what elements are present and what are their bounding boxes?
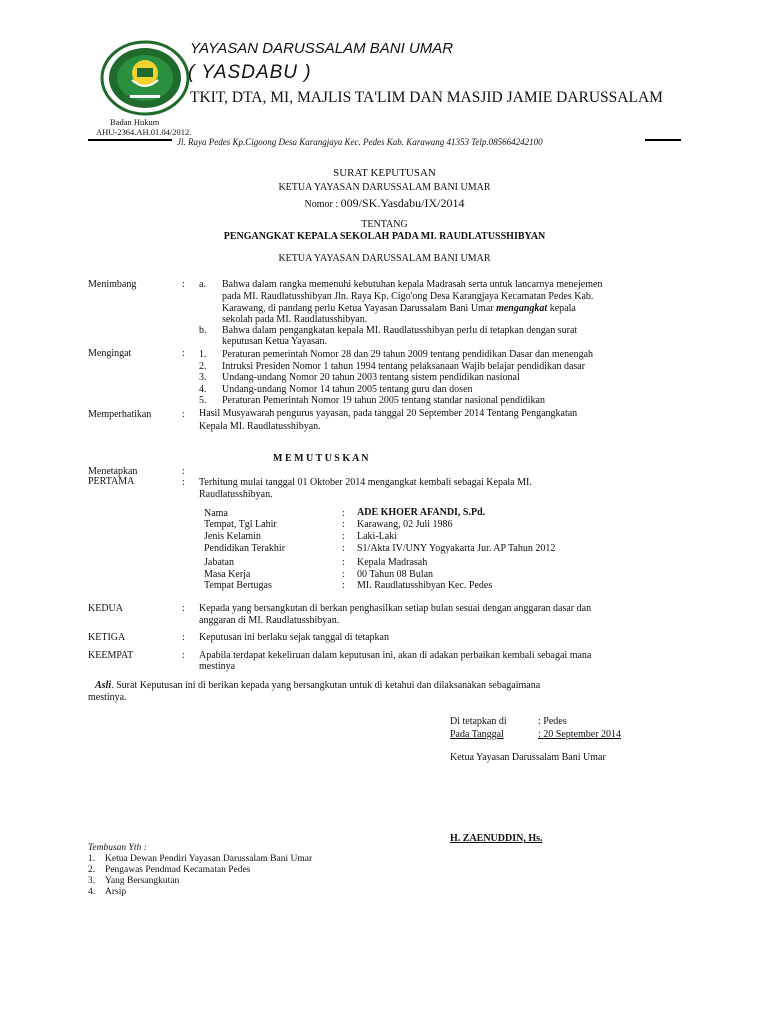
detail-label: Masa Kerja bbox=[204, 569, 251, 580]
menimbang-a-3-text: Karawang, di pandang perlu Ketua Yayasan Darussalam Bani Umar bbox=[222, 303, 494, 314]
detail-label: Tempat Bertugas bbox=[204, 580, 272, 591]
menimbang-a-3b: kepala bbox=[549, 303, 576, 314]
list-item: Intruksi Presiden Nomor 1 tahun 1994 tentang pelaksanaan Wajib belajar pendidikan dasar bbox=[222, 361, 586, 372]
place-label: Di tetapkan di bbox=[450, 716, 507, 727]
signer-name: H. ZAENUDDIN, Hs. bbox=[450, 833, 543, 844]
memperhatikan-1: Hasil Musyawarah pengurus yayasan, pada tanggal 20 September 2014 Tentang Pengangkatan bbox=[199, 408, 578, 419]
list-number: 5. bbox=[199, 395, 207, 406]
colon: : bbox=[182, 632, 185, 643]
list-number: 2. bbox=[88, 865, 96, 875]
menimbang-b-1: Bahwa dalam pengangkatan kepala MI. Raudlatusshibyan perlu di tetapkan dengan surat bbox=[222, 325, 578, 336]
asli-note bbox=[95, 680, 681, 691]
address: Jl. Raya Pedes Kp.Cigoong Desa Karangjaya Kec. Pedes Kab. Karawang 41353 Telp.085664242100 bbox=[177, 137, 543, 147]
date-value: : 20 September 2014 bbox=[538, 729, 622, 740]
kedua-2: anggaran di MI. Raudlatusshibyan. bbox=[199, 615, 340, 626]
ketiga-label: KETIGA bbox=[88, 632, 126, 643]
colon: : bbox=[342, 580, 345, 591]
memutuskan-heading: M E M U T U S K A N bbox=[273, 453, 369, 464]
detail-value: Karawang, 02 Juli 1986 bbox=[357, 519, 453, 530]
list-item: Pengawas Pendmad Kecamatan Pedes bbox=[105, 865, 251, 875]
letterhead-rule-left bbox=[88, 139, 172, 141]
item-mark: a. bbox=[199, 279, 206, 290]
detail-label: Pendidikan Terakhir bbox=[204, 543, 286, 554]
list-number: 2. bbox=[199, 361, 207, 372]
detail-value: Kepala Madrasah bbox=[357, 557, 428, 568]
list-item: Peraturan pemerintah Nomor 28 dan 29 tahun 2009 tentang pendidikan Dasar dan menengah bbox=[222, 349, 594, 360]
doc-subject: PENGANGKAT KEPALA SEKOLAH PADA MI. RAUDLATUSSHIBYAN bbox=[223, 231, 546, 242]
asli-emph: Asli bbox=[95, 680, 112, 691]
keempat-label: KEEMPAT bbox=[88, 650, 134, 661]
colon: : bbox=[182, 477, 185, 488]
asli-text-2: mestinya. bbox=[88, 692, 127, 703]
heading-issuer: KETUA YAYASAN DARUSSALAM BANI UMAR bbox=[278, 253, 491, 264]
item-mark: b. bbox=[199, 325, 207, 336]
colon: : bbox=[342, 569, 345, 580]
colon: : bbox=[182, 279, 185, 290]
place-value: : Pedes bbox=[538, 716, 567, 727]
menimbang-a-4: sekolah pada MI. Raudlatusshibyan. bbox=[222, 314, 368, 325]
list-number: 1. bbox=[199, 349, 207, 360]
menimbang-a-3 bbox=[222, 303, 681, 314]
list-number: 4. bbox=[88, 887, 96, 897]
kedua-1: Kepada yang bersangkutan di berkan penghasilkan setiap bulan sesuai dengan anggaran dasar dan bbox=[199, 603, 592, 614]
memperhatikan-label: Memperhatikan bbox=[88, 409, 152, 420]
list-number: 3. bbox=[199, 372, 207, 383]
detail-label: Tempat, Tgl Lahir bbox=[204, 519, 277, 530]
asli-text-1: . Surat Keputusan ini di berikan kepada yang bersangkutan untuk di ketahui dan dilaksanakan sebagaimana bbox=[111, 680, 541, 691]
tembusan-title: Tembusan Yth : bbox=[88, 843, 147, 853]
colon: : bbox=[182, 650, 185, 661]
list-item: Undang-undang Nomor 14 tahun 2005 tentang guru dan dosen bbox=[222, 384, 473, 395]
detail-label: Jenis Kelamin bbox=[204, 531, 261, 542]
colon: : bbox=[342, 519, 345, 530]
detail-label: Nama bbox=[204, 508, 228, 519]
list-item: Arsip bbox=[105, 887, 127, 897]
colon: : bbox=[182, 603, 185, 614]
nomor-value: 009/SK.Yasdabu/IX/2014 bbox=[340, 196, 465, 210]
menimbang-emph: mengangkat bbox=[496, 303, 548, 314]
menimbang-a-1: Bahwa dalam rangka memenuhi kebutuhan kepala Madrasah serta untuk lancarnya menejemen bbox=[222, 279, 603, 290]
memperhatikan-2: Kepala MI. Raudlatusshibyan. bbox=[199, 421, 321, 432]
colon: : bbox=[342, 543, 345, 554]
doc-number bbox=[88, 194, 681, 212]
pertama-label: PERTAMA bbox=[88, 476, 135, 487]
list-number: 4. bbox=[199, 384, 207, 395]
pertama-2: Raudlatusshibyan. bbox=[199, 489, 273, 500]
legal-number: AHU-2364.AH.01.04/2012. bbox=[96, 127, 192, 137]
list-item: Peraturan Pemerintah Nomor 19 tahun 2005 tentang standar nasional pendidikan bbox=[222, 395, 545, 406]
detail-value: S1/Akta IV/UNY Yogyakarta Jur. AP Tahun 2012 bbox=[357, 543, 556, 554]
colon: : bbox=[182, 466, 185, 477]
foundation-logo bbox=[100, 40, 190, 116]
date-label: Pada Tanggal bbox=[450, 729, 504, 740]
menimbang-b-2: keputusan Ketua Yayasan. bbox=[222, 336, 327, 347]
colon: : bbox=[342, 557, 345, 568]
menimbang-a-2: pada MI. Raudlatusshibyan Jln. Raya Kp. Cigo'ong Desa Karangjaya Kecamatan Pedes Kab. bbox=[222, 291, 594, 302]
detail-value: MI. Raudlatusshibyan Kec. Pedes bbox=[357, 580, 493, 591]
detail-value: 00 Tahun 08 Bulan bbox=[357, 569, 434, 580]
letterhead-rule-right bbox=[645, 139, 681, 141]
kedua-label: KEDUA bbox=[88, 603, 123, 614]
list-number: 1. bbox=[88, 854, 96, 864]
keempat-1: Apabila terdapat kekeliruan dalam keputusan ini, akan di adakan perbaikan kembali sebagai mana bbox=[199, 650, 592, 661]
institutions: TKIT, DTA, MI, MAJLIS TA'LIM DAN MASJID JAMIE DARUSSALAM bbox=[190, 89, 663, 106]
ketiga-text: Keputusan ini berlaku sejak tanggal di tetapkan bbox=[199, 632, 389, 643]
signer-role: Ketua Yayasan Darussalam Bani Umar bbox=[450, 752, 606, 763]
doc-issuer: KETUA YAYASAN DARUSSALAM BANI UMAR bbox=[278, 182, 491, 193]
colon: : bbox=[182, 409, 185, 420]
list-number: 3. bbox=[88, 876, 96, 886]
list-item: Undang-undang Nomor 20 tahun 2003 tentang sistem pendidikan nasional bbox=[222, 372, 520, 383]
tentang: TENTANG bbox=[361, 219, 408, 230]
foundation-name: YAYASAN DARUSSALAM BANI UMAR bbox=[190, 40, 454, 57]
nomor-label: Nomor : bbox=[304, 199, 341, 210]
colon: : bbox=[342, 531, 345, 542]
keempat-2: mestinya bbox=[199, 661, 236, 672]
detail-value: ADE KHOER AFANDI, S.Pd. bbox=[357, 507, 486, 518]
colon: : bbox=[182, 348, 185, 359]
doc-title: SURAT KEPUTUSAN bbox=[333, 167, 436, 179]
detail-value: Laki-Laki bbox=[357, 531, 397, 542]
pertama-1: Terhitung mulai tanggal 01 Oktober 2014 mengangkat kembali sebagai Kepala MI. bbox=[199, 477, 532, 488]
foundation-abbr: ( YASDABU ) bbox=[188, 62, 312, 83]
menetapkan-label: Menetapkan bbox=[88, 466, 138, 477]
list-item: Yang Bersangkutan bbox=[105, 876, 180, 886]
legal-label: Badan Hukum bbox=[110, 117, 160, 127]
colon: : bbox=[342, 508, 345, 519]
list-item: Ketua Dewan Pendiri Yayasan Darussalam Bani Umar bbox=[105, 854, 313, 864]
menimbang-label: Menimbang bbox=[88, 279, 137, 290]
mengingat-label: Mengingat bbox=[88, 348, 132, 359]
detail-label: Jabatan bbox=[204, 557, 234, 568]
